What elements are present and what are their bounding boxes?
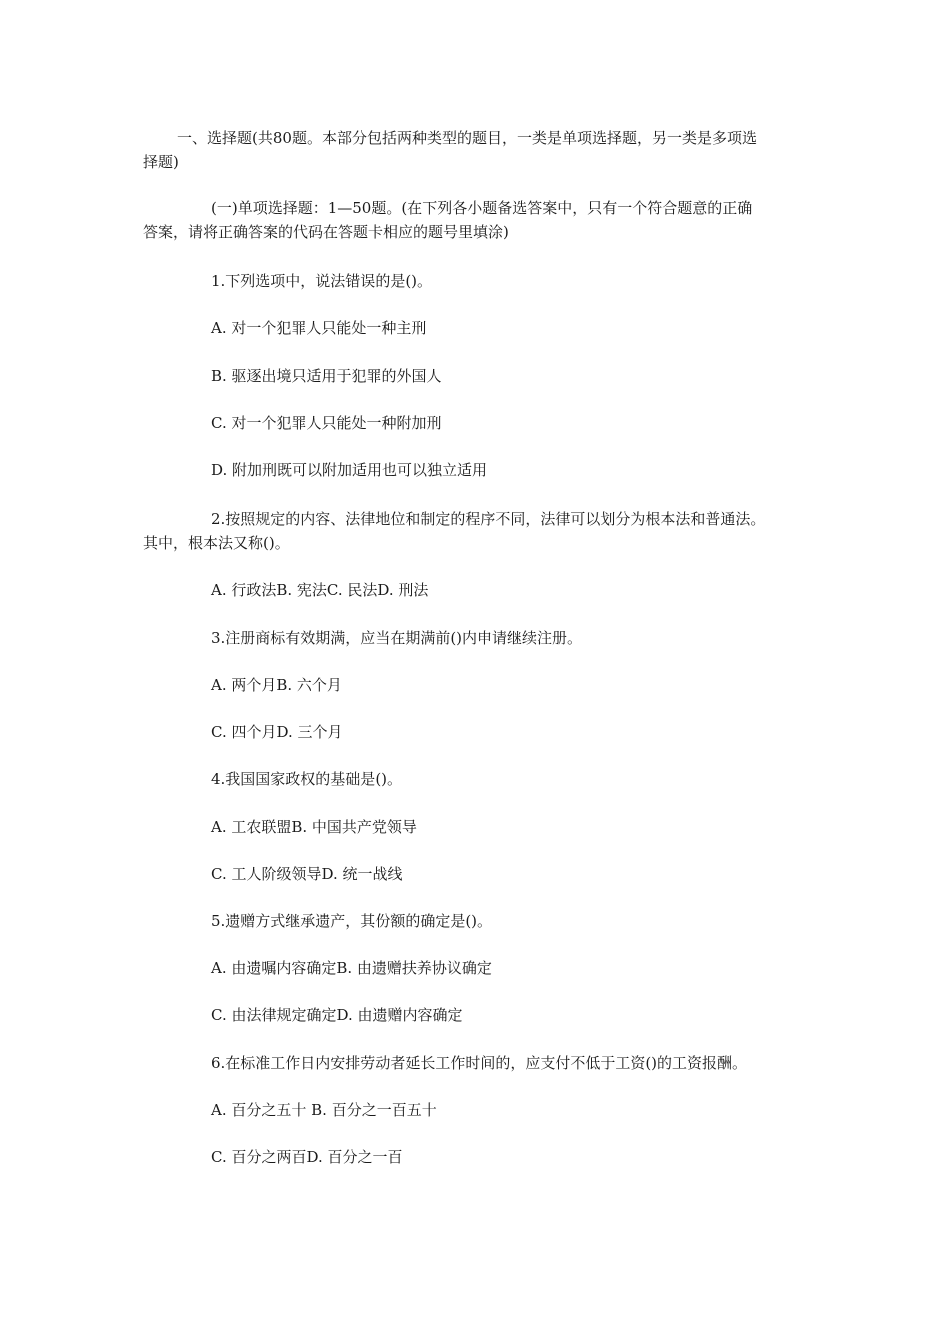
question-5-options-cd: C. 由法律规定确定D. 由遗赠内容确定 xyxy=(211,1006,463,1024)
question-3-stem: 3.注册商标有效期满，应当在期满前()内申请继续注册。 xyxy=(211,629,583,647)
question-2-options: A. 行政法B. 宪法C. 民法D. 刑法 xyxy=(211,581,429,599)
question-4-stem: 4.我国国家政权的基础是()。 xyxy=(211,770,403,788)
question-3-options-cd: C. 四个月D. 三个月 xyxy=(211,723,343,741)
question-6-stem: 6.在标准工作日内安排劳动者延长工作时间的，应支付不低于工资()的工资报酬。 xyxy=(211,1054,748,1072)
question-5-options-ab: A. 由遗嘱内容确定B. 由遗赠扶养协议确定 xyxy=(211,959,492,977)
subsection-heading-line2: 答案，请将正确答案的代码在答题卡相应的题号里填涂) xyxy=(143,223,509,241)
question-6-options-cd: C. 百分之两百D. 百分之一百 xyxy=(211,1148,403,1166)
question-1-stem: 1.下列选项中，说法错误的是()。 xyxy=(211,272,433,290)
question-1-option-c: C. 对一个犯罪人只能处一种附加刑 xyxy=(211,414,442,432)
question-2-stem-line2: 其中，根本法又称()。 xyxy=(143,534,290,552)
question-6-options-ab: A. 百分之五十 B. 百分之一百五十 xyxy=(211,1101,437,1119)
question-3-options-ab: A. 两个月B. 六个月 xyxy=(211,676,342,694)
section-heading-line1: 一、选择题(共80题。本部分包括两种类型的题目，一类是单项选择题，另一类是多项选 xyxy=(177,129,757,147)
question-2-stem-line1: 2.按照规定的内容、法律地位和制定的程序不同，法律可以划分为根本法和普通法。 xyxy=(211,510,766,528)
question-1-option-d: D. 附加刑既可以附加适用也可以独立适用 xyxy=(211,461,488,479)
section-heading-line2: 择题) xyxy=(143,153,179,171)
question-4-options-ab: A. 工农联盟B. 中国共产党领导 xyxy=(211,818,417,836)
question-5-stem: 5.遗赠方式继承遗产，其份额的确定是()。 xyxy=(211,912,493,930)
question-1-option-a: A. 对一个犯罪人只能处一种主刑 xyxy=(211,319,427,337)
question-4-options-cd: C. 工人阶级领导D. 统一战线 xyxy=(211,865,403,883)
subsection-heading-line1: (一)单项选择题：1—50题。(在下列各小题备选答案中，只有一个符合题意的正确 xyxy=(211,199,753,217)
question-1-option-b: B. 驱逐出境只适用于犯罪的外国人 xyxy=(211,367,442,385)
